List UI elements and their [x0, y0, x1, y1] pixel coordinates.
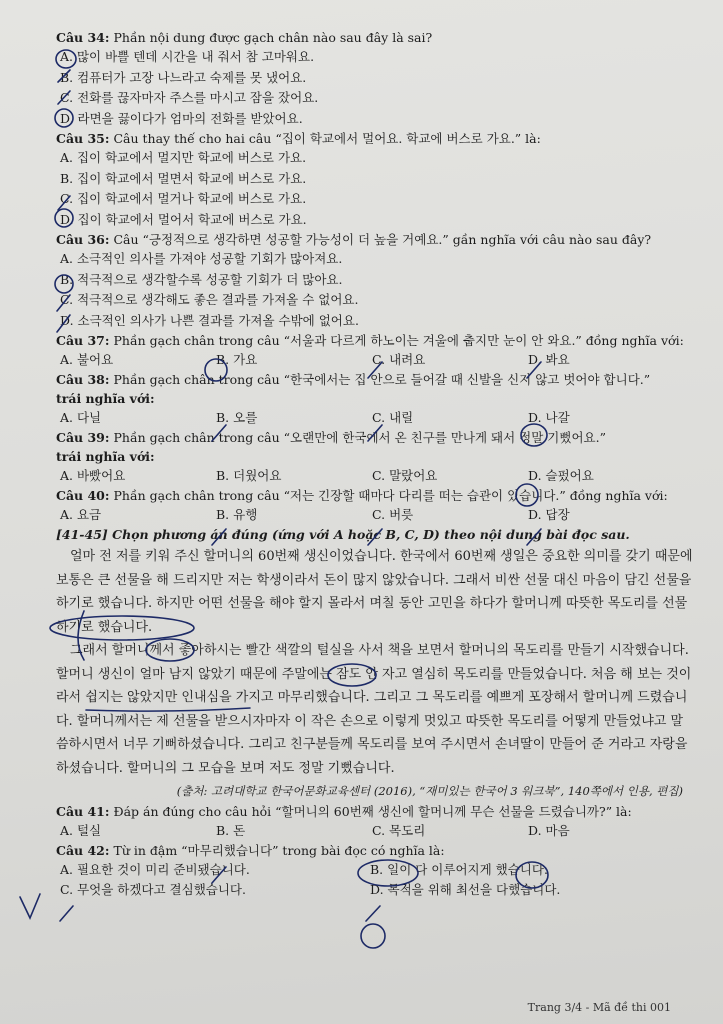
- question-text-continued: trái nghĩa với:: [56, 449, 155, 464]
- option-a[interactable]: A. 많이 바쁠 텐데 시간을 내 줘서 참 고마워요.: [60, 49, 315, 64]
- question-42: [56, 841, 693, 900]
- question-number: Câu 37:: [56, 333, 110, 348]
- question-text-continued: trái nghĩa với:: [56, 391, 155, 406]
- options: [56, 821, 693, 841]
- option-b[interactable]: B. 일이 다 이루어지게 했습니다.: [370, 862, 548, 877]
- option-d[interactable]: D. 집이 학교에서 멀어서 학교에 버스로 가요.: [60, 211, 307, 227]
- passage-source: (출처: 고려대학교 한국어문화교육센터 (2016), “재미있는 한국어 3 워크북”, 140쪽에서 인용, 편집): [176, 784, 683, 798]
- question-text: Phần nội dung được gạch chân nào sau đây là sai?: [113, 30, 433, 45]
- option-b[interactable]: B. 가요: [216, 352, 258, 367]
- option-d[interactable]: D. 라면을 끓이다가 엄마의 전화를 받았어요.: [60, 110, 303, 126]
- question-number: Câu 41:: [56, 804, 110, 819]
- option-a[interactable]: A. 다닐: [60, 410, 102, 425]
- option-c[interactable]: C. 목도리: [372, 823, 426, 838]
- section-header: [41-45] Chọn phương án đúng (ứng với A hoặc B, C, D) theo nội dung bài đọc sau.: [56, 527, 630, 542]
- question-37: [56, 331, 693, 370]
- options: [56, 860, 693, 900]
- question-41: [56, 802, 693, 841]
- question-text: Phần gạch chân trong câu “서울과 다르게 하노이는 겨울에 춥지만 눈이 안 와요.” đồng nghĩa với:: [113, 333, 684, 348]
- option-b[interactable]: B. 더웠어요: [216, 468, 282, 483]
- option-c[interactable]: C. 전화를 끊자마자 주스를 마시고 잠을 잤어요.: [60, 90, 319, 105]
- option-d[interactable]: D. 마음: [528, 823, 570, 838]
- option-a[interactable]: A. 털실: [60, 823, 102, 838]
- option-a[interactable]: A. 요금: [60, 507, 102, 522]
- option-b[interactable]: B. 컴퓨터가 고장 나느라고 숙제를 못 냈어요.: [60, 69, 307, 85]
- option-a[interactable]: A. 필요한 것이 미리 준비됐습니다.: [60, 862, 250, 877]
- option-d[interactable]: D. 나갈: [528, 410, 570, 425]
- option-d[interactable]: D. 소극적인 의사가 나쁜 결과를 가져올 수밖에 없어요.: [60, 312, 359, 328]
- option-d[interactable]: D. 슬펐어요: [528, 468, 594, 483]
- question-number: Câu 36:: [56, 232, 110, 247]
- option-b[interactable]: B. 오를: [216, 410, 258, 425]
- option-a[interactable]: A. 소극적인 의사를 가져야 성공할 기회가 많아져요.: [60, 251, 343, 266]
- page-footer: Trang 3/4 - Mã đề thi 001: [527, 1001, 671, 1014]
- question-35: [56, 129, 693, 230]
- reading-passage: [56, 545, 693, 802]
- options: [56, 505, 693, 525]
- question-number: Câu 34:: [56, 30, 110, 45]
- option-d[interactable]: D. 답장: [528, 507, 570, 522]
- question-38: [56, 370, 693, 428]
- passage-paragraph-2: 그래서 할머니께서 좋아하시는 빨간 색깔의 털실을 사서 책을 보면서 할머니의 목도리를 만들기 시작했습니다. 할머니 생신이 얼마 남지 않았기 때문에 주말에는 잠도 안 자고 열심히 목도리를 만들었습니다. 처음 해 보는 것이라서 쉽지는 않았지만 인내심을 가지고 마무리했습니다. 그리고 그 목도리를 예쁘게 포장해서 할머니께 드렸습니다. 할머니께서는 제 선물을 받으시자마자 이 작은 손으로 이렇게 멋있고 따뜻한 목도리를 어떻게 만들었냐고 말씀하시면서 너무 기뻐하셨습니다. 그리고 친구분들께 목도리를 보여 주시면서 손녀딸이 만들어 준 거라고 자랑을 하셨습니다. 할머니의 그 모습을 보며 저도 정말 기뻤습니다.: [56, 643, 692, 776]
- option-c[interactable]: C. 무엇을 하겠다고 결심했습니다.: [60, 882, 246, 897]
- option-b[interactable]: B. 돈: [216, 823, 246, 838]
- question-text: Câu “긍정적으로 생각하면 성공할 가능성이 더 높을 거예요.” gần nghĩa với câu nào sau đây?: [113, 232, 652, 247]
- option-c[interactable]: C. 집이 학교에서 멀거나 학교에 버스로 가요.: [60, 191, 307, 206]
- options: [56, 466, 693, 486]
- question-text: Phần gạch chân trong câu “오랜만에 한국에서 온 친구를 만나게 돼서 정말 기뻤어요.”: [113, 430, 606, 445]
- question-36: [56, 230, 693, 331]
- option-c[interactable]: C. 버릇: [372, 507, 414, 522]
- question-number: Câu 42:: [56, 843, 110, 858]
- question-text: Đáp án đúng cho câu hỏi “할머니의 60번째 생신에 할머니께 무슨 선물을 드렸습니까?” là:: [113, 804, 632, 819]
- question-34: [56, 28, 693, 129]
- option-b[interactable]: B. 적극적으로 생각할수록 성공할 기회가 더 많아요.: [60, 271, 343, 287]
- option-c[interactable]: C. 내릴: [372, 410, 414, 425]
- passage-paragraph-1: 얼마 전 저를 키워 주신 할머니의 60번째 생신이었습니다. 한국에서 60번째 생일은 중요한 의미를 갖기 때문에 보통은 큰 선물을 해 드리지만 저는 학생이라서 돈이 많지 않았습니다. 그래서 비싼 선물 대신 마음이 담긴 선물을 하기로 했습니다. 하지만 어떤 선물을 해야 할지 몰라서 며칠 동안 고민을 하다가 할머니께 따뜻한 목도리를 선물하기로 했습니다.: [56, 549, 693, 635]
- question-text: Câu thay thế cho hai câu “집이 학교에서 멀어요. 학교에 버스로 가요.” là:: [113, 131, 541, 146]
- question-text: Phần gạch chân trong câu “한국에서는 집 안으로 들어갈 때 신발을 신지 않고 벗어야 합니다.”: [113, 372, 651, 387]
- option-b[interactable]: B. 유행: [216, 507, 258, 522]
- option-a[interactable]: A. 불어요: [60, 352, 114, 367]
- option-d[interactable]: D. 목적을 위해 최선을 다했습니다.: [370, 882, 561, 897]
- question-text: Từ in đậm “마무리했습니다” trong bài đọc có nghĩa là:: [113, 843, 445, 858]
- options: [56, 47, 693, 129]
- option-d[interactable]: D. 봐요: [528, 352, 570, 367]
- option-c[interactable]: C. 말랐어요: [372, 468, 438, 483]
- pen-slash-mark: [366, 906, 380, 921]
- options: [56, 148, 693, 230]
- pen-circle-mark: [361, 924, 385, 948]
- question-number: Câu 40:: [56, 488, 110, 503]
- question-40: [56, 486, 693, 525]
- question-number: Câu 38:: [56, 372, 110, 387]
- option-c[interactable]: C. 적극적으로 생각해도 좋은 결과를 가져올 수 없어요.: [60, 292, 359, 307]
- question-number: Câu 39:: [56, 430, 110, 445]
- pen-slash-mark: [60, 906, 73, 921]
- option-b[interactable]: B. 집이 학교에서 멀면서 학교에 버스로 가요.: [60, 170, 307, 186]
- pen-checkmark: [20, 894, 40, 918]
- option-a[interactable]: A. 바빴어요: [60, 468, 126, 483]
- option-a[interactable]: A. 집이 학교에서 멀지만 학교에 버스로 가요.: [60, 150, 307, 165]
- option-c[interactable]: C. 내려요: [372, 352, 426, 367]
- options: [56, 249, 693, 331]
- options: [56, 350, 693, 370]
- question-number: Câu 35:: [56, 131, 110, 146]
- options: [56, 408, 693, 428]
- question-text: Phần gạch chân trong câu “저는 긴장할 때마다 다리를 떠는 습관이 있습니다.” đồng nghĩa với:: [113, 488, 668, 503]
- question-39: [56, 428, 693, 486]
